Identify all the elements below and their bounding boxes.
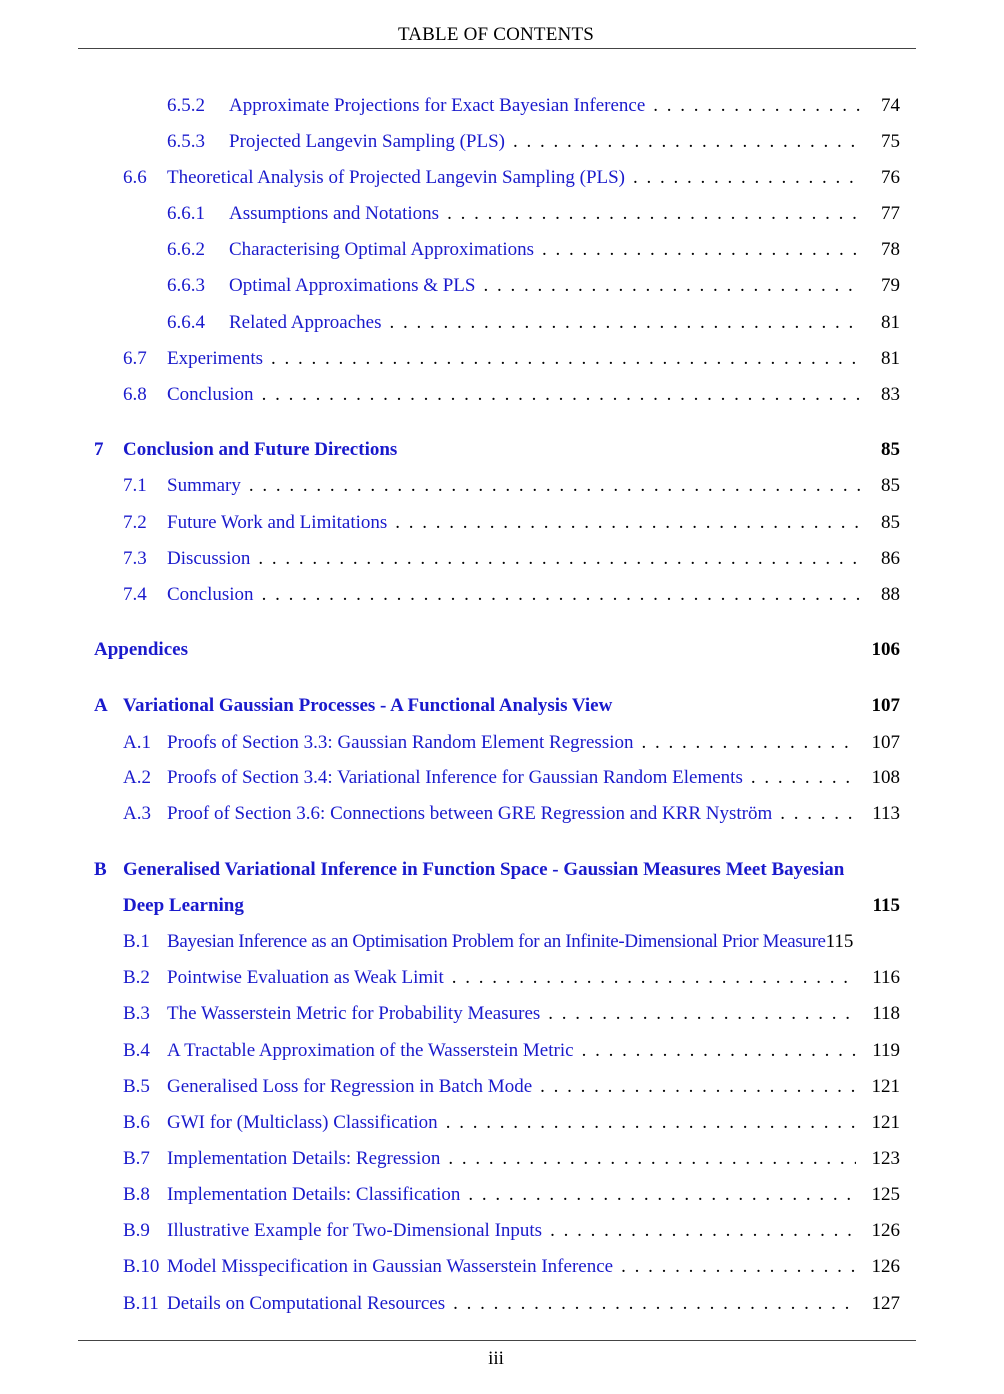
toc-page: 121 (871, 1076, 900, 1097)
dot-leader (751, 763, 856, 793)
dot-leader (542, 235, 862, 265)
toc-entry-7-1[interactable] (123, 471, 900, 501)
dot-leader (447, 199, 862, 229)
toc-page: 75 (881, 131, 900, 152)
toc-entry-7-3[interactable] (123, 544, 900, 574)
toc-page: 123 (871, 1148, 900, 1169)
toc-title[interactable]: Approximate Projections for Exact Bayesian Inference (229, 95, 646, 116)
toc-entry-6-8[interactable] (123, 380, 900, 410)
toc-entry-a-3[interactable] (123, 799, 900, 829)
toc-page: 119 (872, 1040, 900, 1061)
toc-page: 115 (825, 931, 854, 952)
toc-title[interactable]: Experiments (167, 348, 264, 369)
toc-number[interactable]: 7.4 (123, 584, 147, 605)
toc-title[interactable]: Generalised Variational Inference in Function Space - Gaussian Measures Meet Bayesian (123, 859, 845, 880)
toc-page: 125 (871, 1184, 900, 1205)
toc-title[interactable]: Proofs of Section 3.4: Variational Inference for Gaussian Random Elements (167, 767, 743, 788)
toc-number[interactable]: B.4 (123, 1040, 150, 1061)
toc-number[interactable]: B.1 (123, 931, 150, 952)
toc-title[interactable]: Theoretical Analysis of Projected Langevin Sampling (PLS) (167, 167, 626, 188)
toc-number[interactable]: 6.5.3 (167, 131, 205, 152)
toc-page: 78 (881, 239, 900, 260)
dot-leader (262, 380, 862, 410)
running-header: TABLE OF CONTENTS (397, 24, 595, 45)
dot-leader (550, 1216, 855, 1246)
toc-title[interactable]: The Wasserstein Metric for Probability Measures (167, 1003, 541, 1024)
toc-number[interactable]: B.7 (123, 1148, 150, 1169)
dot-leader (389, 308, 862, 338)
toc-number[interactable]: B.2 (123, 967, 150, 988)
dot-leader (249, 471, 862, 501)
dot-leader (513, 127, 862, 157)
toc-page: 106 (871, 639, 900, 660)
toc-page: 76 (881, 167, 900, 188)
toc-number[interactable]: B.10 (123, 1256, 160, 1277)
toc-number[interactable]: 6.6.4 (167, 312, 205, 333)
toc-number[interactable]: B (94, 859, 107, 880)
toc-title[interactable]: Summary (167, 475, 241, 496)
toc-number[interactable]: 6.6.2 (167, 239, 205, 260)
dot-leader (642, 728, 856, 758)
toc-entry-a-2[interactable] (123, 763, 900, 793)
toc-title[interactable]: Model Misspecification in Gaussian Wasserstein Inference (167, 1256, 614, 1277)
toc-entry-b-1[interactable] (123, 927, 900, 957)
toc-entry-6-6-3[interactable] (167, 271, 900, 301)
toc-number[interactable]: 7.1 (123, 475, 147, 496)
dot-leader (446, 1108, 856, 1138)
toc-title[interactable]: Proof of Section 3.6: Connections between GRE Regression and KRR Nyström (167, 803, 773, 824)
dot-leader (258, 544, 862, 574)
toc-entry-b-3[interactable] (123, 999, 900, 1029)
toc-number[interactable]: 6.6.3 (167, 275, 205, 296)
toc-page: 116 (872, 967, 900, 988)
dot-leader (395, 508, 862, 538)
toc-entry-6-6-2[interactable] (167, 235, 900, 265)
toc-page: 86 (881, 548, 900, 569)
toc-entry-6-5-3[interactable] (167, 127, 900, 157)
toc-title[interactable]: Discussion (167, 548, 251, 569)
toc-number[interactable]: 6.5.2 (167, 95, 205, 116)
toc-page: 108 (871, 767, 900, 788)
toc-page: 83 (881, 384, 900, 405)
toc-number[interactable]: 7 (94, 439, 104, 460)
toc-page: 127 (871, 1293, 900, 1314)
toc-title[interactable]: GWI for (Multiclass) Classification (167, 1112, 438, 1133)
toc-entry-b-5[interactable] (123, 1072, 900, 1102)
toc-title[interactable]: Assumptions and Notations (229, 203, 440, 224)
toc-page: 107 (871, 695, 900, 716)
toc-number[interactable]: 6.6 (123, 167, 147, 188)
toc-number[interactable]: B.8 (123, 1184, 150, 1205)
toc-number[interactable]: A.1 (123, 732, 151, 753)
dot-leader (453, 1289, 855, 1319)
toc-page: 79 (881, 275, 900, 296)
toc-page: 121 (871, 1112, 900, 1133)
dot-leader (262, 580, 862, 610)
footer-rule (78, 1340, 916, 1341)
toc-appendix-b[interactable] (94, 855, 900, 885)
toc-page: 85 (881, 475, 900, 496)
toc-title[interactable]: Variational Gaussian Processes - A Functional Analysis View (123, 695, 613, 716)
toc-title[interactable]: Deep Learning (123, 895, 244, 916)
dot-leader (582, 1036, 857, 1066)
toc-entry-b-4[interactable] (123, 1036, 900, 1066)
toc-page: 81 (881, 312, 900, 333)
toc-page: 81 (881, 348, 900, 369)
toc-page: 74 (881, 95, 900, 116)
toc-title[interactable]: Related Approaches (229, 312, 382, 333)
toc-entry-6-7[interactable] (123, 344, 900, 374)
dot-leader (540, 1072, 855, 1102)
toc-page: 85 (881, 439, 900, 460)
toc-chapter-7[interactable] (94, 435, 900, 465)
toc-title[interactable]: Pointwise Evaluation as Weak Limit (167, 967, 444, 988)
header-rule (78, 48, 916, 49)
toc-entry-6-6-1[interactable] (167, 199, 900, 229)
toc-entry-a-1[interactable] (123, 728, 900, 758)
toc-number[interactable]: 6.6.1 (167, 203, 205, 224)
toc-entry-6-6-4[interactable] (167, 308, 900, 338)
toc-entry-b-2[interactable] (123, 963, 900, 993)
dot-leader (621, 1252, 855, 1282)
toc-page: 126 (871, 1256, 900, 1277)
toc-entry-b-11[interactable] (123, 1289, 900, 1319)
toc-title[interactable]: Implementation Details: Classification (167, 1184, 461, 1205)
toc-entry-b-6[interactable] (123, 1108, 900, 1138)
toc-number[interactable]: A.3 (123, 803, 151, 824)
dot-leader (452, 963, 856, 993)
toc-title[interactable]: A Tractable Approximation of the Wasserstein Metric (167, 1040, 574, 1061)
toc-page: 113 (872, 803, 900, 824)
dot-leader (653, 91, 862, 121)
toc-title[interactable]: Generalised Loss for Regression in Batch Mode (167, 1076, 533, 1097)
toc-entry-6-6[interactable] (123, 163, 900, 193)
page-number: iii (488, 1348, 504, 1369)
toc-page: 107 (871, 732, 900, 753)
dot-leader (271, 344, 862, 374)
toc-number[interactable]: 6.8 (123, 384, 147, 405)
toc-appendices[interactable] (94, 635, 900, 665)
dot-leader (468, 1180, 855, 1210)
toc-title[interactable]: Conclusion (167, 384, 254, 405)
toc-title[interactable]: Implementation Details: Regression (167, 1148, 441, 1169)
toc-page: 77 (881, 203, 900, 224)
toc-title[interactable]: Proofs of Section 3.3: Gaussian Random Element Regression (167, 732, 634, 753)
dot-leader (780, 799, 856, 829)
toc-number[interactable]: A.2 (123, 767, 151, 788)
toc-entry-6-5-2[interactable] (167, 91, 900, 121)
dot-leader (633, 163, 862, 193)
toc-number[interactable]: B.6 (123, 1112, 150, 1133)
toc-number[interactable]: B.9 (123, 1220, 150, 1241)
dot-leader (548, 999, 856, 1029)
toc-title[interactable]: Conclusion and Future Directions (123, 439, 398, 460)
toc-entry-b-8[interactable] (123, 1180, 900, 1210)
toc-entry-7-2[interactable] (123, 508, 900, 538)
toc-number[interactable]: 7.3 (123, 548, 147, 569)
toc-page: 88 (881, 584, 900, 605)
toc-number[interactable]: A (94, 695, 108, 716)
toc-title[interactable]: Bayesian Inference as an Optimisation Problem for an Infinite-Dimensional Prior Measure (167, 931, 826, 952)
toc-title[interactable]: Illustrative Example for Two-Dimensional Inputs (167, 1220, 543, 1241)
toc-title[interactable]: Appendices (94, 639, 188, 660)
toc-number[interactable]: B.3 (123, 1003, 150, 1024)
toc-page: 115 (872, 895, 900, 916)
toc-page: 85 (881, 512, 900, 533)
toc-title[interactable]: Optimal Approximations & PLS (229, 275, 476, 296)
toc-entry-b-7[interactable] (123, 1144, 900, 1174)
dot-leader (483, 271, 862, 301)
toc-entry-7-4[interactable] (123, 580, 900, 610)
toc-page: 118 (872, 1003, 900, 1024)
toc-entry-b-9[interactable] (123, 1216, 900, 1246)
toc-appendix-a[interactable] (94, 691, 900, 721)
toc-title[interactable]: Characterising Optimal Approximations (229, 239, 535, 260)
dot-leader (448, 1144, 855, 1174)
toc-page: 126 (871, 1220, 900, 1241)
toc-number[interactable]: B.11 (123, 1293, 159, 1314)
toc-title[interactable]: Projected Langevin Sampling (PLS) (229, 131, 505, 152)
toc-title[interactable]: Future Work and Limitations (167, 512, 388, 533)
toc-title[interactable]: Conclusion (167, 584, 254, 605)
toc-number[interactable]: 7.2 (123, 512, 147, 533)
toc-number[interactable]: B.5 (123, 1076, 150, 1097)
toc-title[interactable]: Details on Computational Resources (167, 1293, 446, 1314)
toc-appendix-b-continued[interactable] (123, 891, 900, 921)
toc-entry-b-10[interactable] (123, 1252, 900, 1282)
toc-number[interactable]: 6.7 (123, 348, 147, 369)
